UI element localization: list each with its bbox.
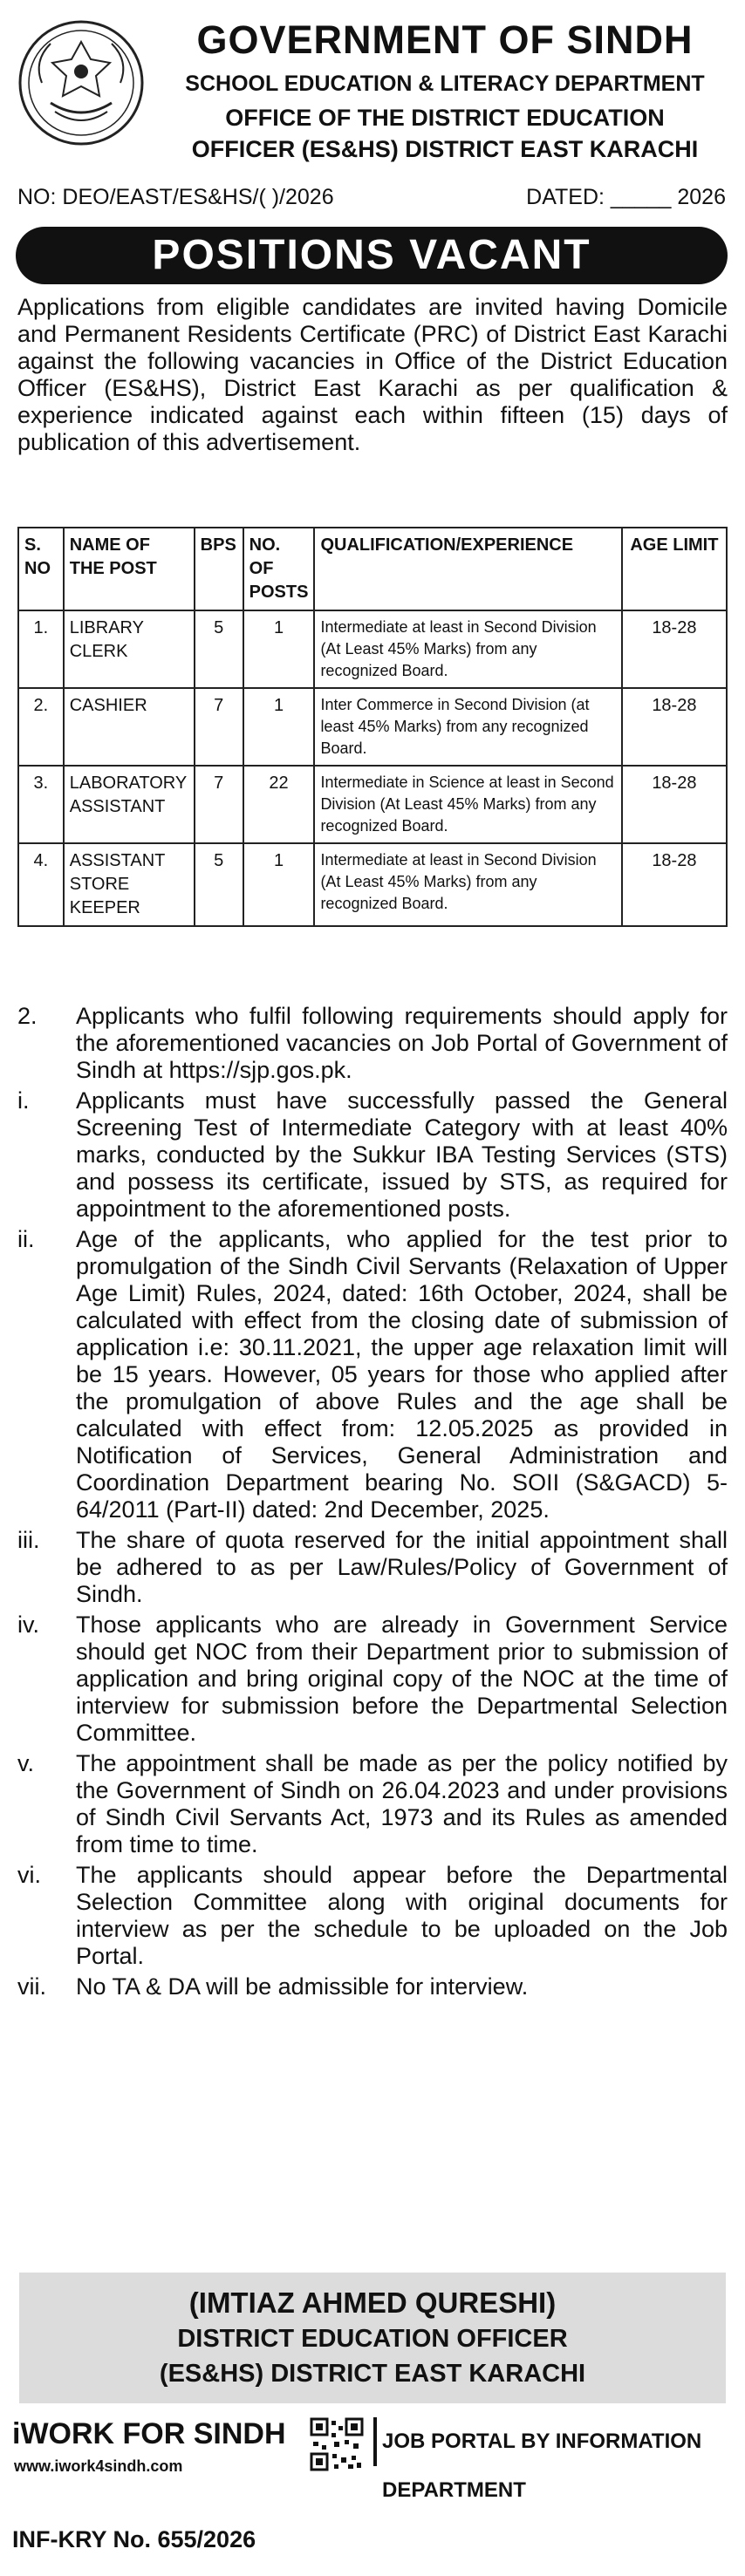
header-qualification: QUALIFICATION/EXPERIENCE [314, 528, 621, 610]
cell-qualification: Intermediate at least in Second Division (At Least 45% Marks) from any recognized Board. [314, 610, 621, 688]
government-seal-icon [16, 17, 147, 148]
header-bps: BPS [195, 528, 243, 610]
item-text: The applicants should appear before the Departmental Selection Committee along with original documents for interview as per the schedule to be uploaded on the Job Portal. [76, 1862, 728, 1969]
cell-posts: 22 [243, 766, 315, 843]
conditions-list [17, 1003, 728, 2004]
cell-age: 18-28 [622, 688, 727, 766]
cell-bps: 5 [195, 610, 243, 688]
officer-name: (IMTIAZ AHMED QURESHI) [188, 2286, 557, 2319]
item-text: The appointment shall be made as per the policy notified by the Government of Sindh on 26.04.2023 and under provisions of Sindh Civil Servants Act, 1973 and its Rules as amended from time to time. [76, 1750, 728, 1857]
cell-sno: 2. [18, 688, 64, 766]
cell-sno: 4. [18, 843, 64, 926]
list-item [17, 1087, 728, 1223]
item-number: 2. [17, 1003, 38, 1029]
header-name: NAME OF THE POST [64, 528, 195, 610]
table-header-row [18, 528, 727, 610]
positions-vacant-banner: POSITIONS VACANT [16, 227, 728, 284]
item-number: iii. [17, 1527, 40, 1553]
item-number: ii. [17, 1226, 35, 1252]
cell-bps: 7 [195, 688, 243, 766]
signature-block [19, 2273, 726, 2403]
cell-bps: 7 [195, 766, 243, 843]
iwork-brand: iWORK FOR SINDH [12, 2417, 286, 2450]
cell-post-name: LIBRARY CLERK [64, 610, 195, 688]
government-title: GOVERNMENT OF SINDH [196, 17, 694, 62]
item-text: Age of the applicants, who applied for the test prior to promulgation of the Sindh Civil Servants (Relaxation of Upper Age Limit) Rules, 2024, dated: 16th October, 2024, shall be calculated with effect from the closing date of submission of application i.e: 30.11.2021, the upper age relaxation limit will be 15 years. However, 05 years for those who applied after the promulgation of above Rules and the age shall be calculated with effect from: 12.05.2025 as provided in Notification of Services, General Administration and Coordination Department bearing No. SOII (S&GACD) 5-64/2011 (Part-II) dated: 2nd December, 2025. [76, 1226, 728, 1523]
list-item [17, 1862, 728, 1970]
reference-number: NO: DEO/EAST/ES&HS/( )/2026 [17, 185, 334, 209]
cell-post-name: LABORATORY ASSISTANT [64, 766, 195, 843]
cell-sno: 1. [18, 610, 64, 688]
item-text: No TA & DA will be admissible for interview. [76, 1973, 529, 2000]
officer-title-1: DISTRICT EDUCATION OFFICER [177, 2325, 568, 2353]
job-portal-tagline: JOB PORTAL BY INFORMATION DEPARTMENT [373, 2417, 745, 2466]
cell-post-name: ASSISTANT STORE KEEPER [64, 843, 195, 926]
inf-reference: INF-KRY No. 655/2026 [12, 2526, 256, 2552]
list-item [17, 1750, 728, 1858]
item-number: vi. [17, 1862, 41, 1888]
table-row [18, 610, 727, 688]
cell-age: 18-28 [622, 843, 727, 926]
table-row [18, 688, 727, 766]
item-text: Those applicants who are already in Government Service should get NOC from their Department prior to submission of application and bring original copy of the NOC at the time of interview for submission before the Departmental Selection Committee. [76, 1612, 728, 1746]
cell-qualification: Intermediate at least in Second Division (At Least 45% Marks) from any recognized Board. [314, 843, 621, 926]
table-row [18, 843, 727, 926]
cell-age: 18-28 [622, 610, 727, 688]
header-age: AGE LIMIT [622, 528, 727, 610]
list-item [17, 1612, 728, 1747]
qr-code-icon [310, 2417, 364, 2471]
cell-sno: 3. [18, 766, 64, 843]
list-item [17, 1973, 728, 2000]
cell-posts: 1 [243, 688, 315, 766]
list-item [17, 1226, 728, 1523]
header-posts: NO. OF POSTS [243, 528, 315, 610]
cell-qualification: Intermediate in Science at least in Second Division (At Least 45% Marks) from any recognized Board. [314, 766, 621, 843]
dated-line: DATED: _____ 2026 [526, 185, 726, 209]
item-text: Applicants must have successfully passed the General Screening Test of Intermediate Category with at least 40% marks, conducted by the Sukkur IBA Testing Services (STS) and possess its certificate, issued by STS, as required for appointment to the aforementioned posts. [76, 1087, 728, 1222]
cell-bps: 5 [195, 843, 243, 926]
cell-posts: 1 [243, 843, 315, 926]
item-number: vii. [17, 1973, 46, 2000]
table-row [18, 766, 727, 843]
cell-qualification: Inter Commerce in Second Division (at least 45% Marks) from any recognized Board. [314, 688, 621, 766]
footer [0, 2414, 745, 2518]
department-name: SCHOOL EDUCATION & LITERACY DEPARTMENT [185, 72, 705, 96]
cell-posts: 1 [243, 610, 315, 688]
office-line-2: OFFICER (ES&HS) DISTRICT EAST KARACHI [191, 136, 699, 162]
office-line-1: OFFICE OF THE DISTRICT EDUCATION [225, 105, 665, 131]
header [0, 0, 745, 179]
cell-post-name: CASHIER [64, 688, 195, 766]
item-number: i. [17, 1087, 30, 1114]
item-number: v. [17, 1750, 34, 1776]
website-link[interactable]: www.iwork4sindh.com [14, 2457, 183, 2475]
officer-title-2: (ES&HS) DISTRICT EAST KARACHI [159, 2360, 586, 2388]
list-item [17, 1527, 728, 1608]
cell-age: 18-28 [622, 766, 727, 843]
item-text: Applicants who fulfil following requirements should apply for the aforementioned vacancies on Job Portal of Government of Sindh at https://sjp.gos.pk. [76, 1003, 728, 1083]
list-item [17, 1003, 728, 1084]
vacancies-table [17, 527, 728, 927]
item-number: iv. [17, 1612, 39, 1638]
item-text: The share of quota reserved for the initial appointment shall be adhered to as per Law/Rules/Policy of Government of Sindh. [76, 1527, 728, 1607]
header-sno: S. NO [18, 528, 64, 610]
intro-paragraph: Applications from eligible candidates are invited having Domicile and Permanent Residents Certificate (PRC) of District East Karachi against the following vacancies in Office of the District Education Officer (ES&HS), District East Karachi as per qualification & experience indicated against each within fifteen (15) days of publication of this advertisement. [17, 294, 728, 455]
